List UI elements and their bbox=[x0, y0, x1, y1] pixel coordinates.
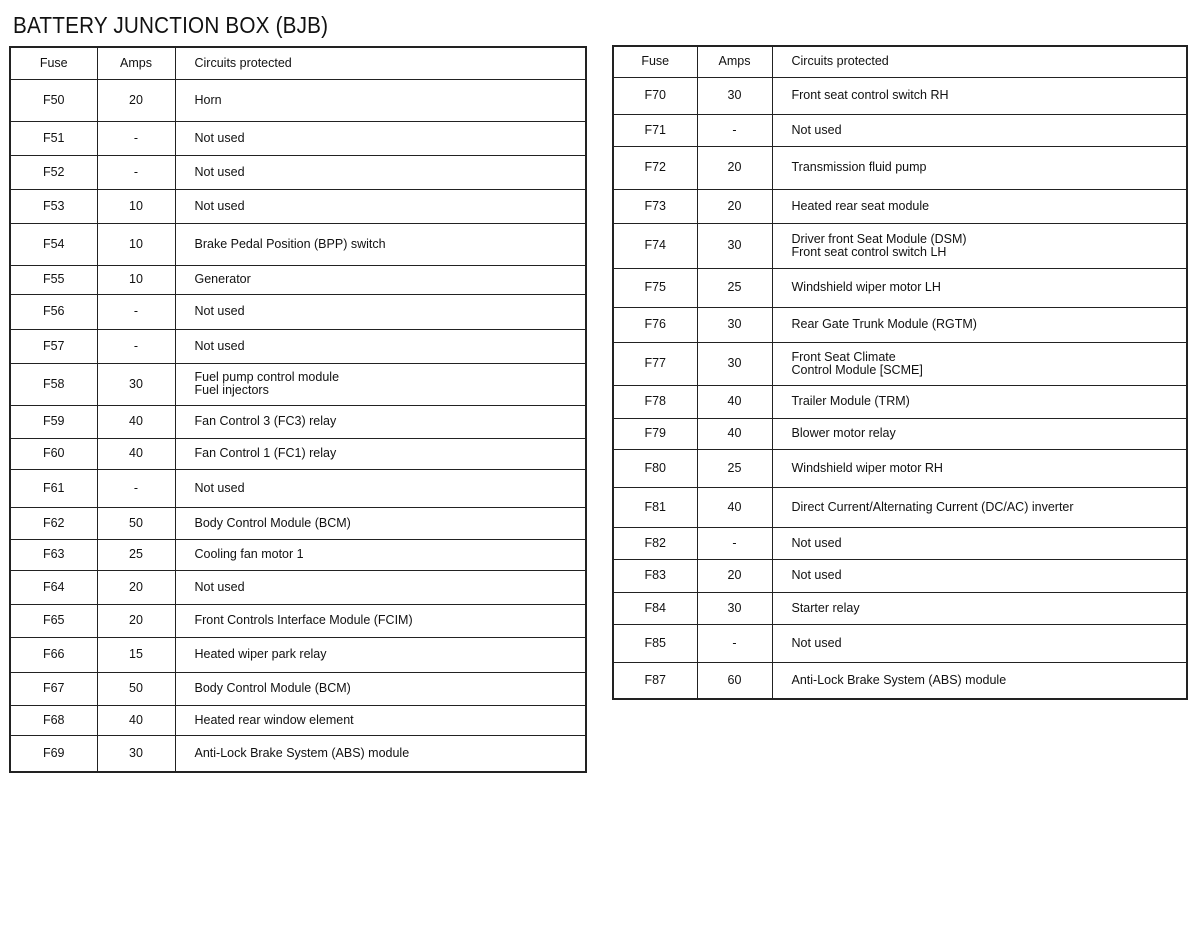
fuse-row-f54 bbox=[10, 223, 586, 265]
fuse-amps: 30 bbox=[697, 307, 772, 342]
fuse-row-f58 bbox=[10, 363, 586, 405]
fuse-row-f55 bbox=[10, 265, 586, 294]
fuse-id: F78 bbox=[613, 385, 697, 418]
fuse-amps: 20 bbox=[697, 189, 772, 223]
fuse-circuits bbox=[772, 77, 1187, 114]
circuit-line: Not used bbox=[791, 535, 842, 550]
circuit-line: Body Control Module (BCM) bbox=[194, 681, 351, 695]
fuse-row-f64 bbox=[10, 570, 586, 604]
fuse-row-f62 bbox=[10, 507, 586, 539]
header-row bbox=[613, 46, 1187, 77]
fuse-amps: 10 bbox=[97, 189, 175, 223]
circuit-line: Trailer Module (TRM) bbox=[791, 394, 910, 408]
circuit-line: Front Seat Climate bbox=[791, 349, 896, 364]
fuse-row-f79 bbox=[613, 418, 1187, 449]
header-fuse: Fuse bbox=[10, 47, 97, 79]
fuse-row-f69 bbox=[10, 735, 586, 772]
fuse-row-f78 bbox=[613, 385, 1187, 418]
fuse-circuits bbox=[175, 735, 586, 772]
fuse-table-right-body bbox=[613, 77, 1187, 699]
circuit-line: Fan Control 1 (FC1) relay bbox=[194, 446, 337, 460]
circuit-line: Front seat control switch RH bbox=[791, 88, 949, 102]
fuse-circuits bbox=[772, 449, 1187, 487]
fuse-amps: 25 bbox=[697, 449, 772, 487]
circuit-line: Not used bbox=[194, 480, 245, 495]
fuse-circuits bbox=[175, 507, 586, 539]
fuse-id: F72 bbox=[613, 146, 697, 189]
fuse-row-f81 bbox=[613, 487, 1187, 527]
circuit-line: Fan Control 3 (FC3) relay bbox=[194, 414, 337, 428]
fuse-circuits bbox=[772, 624, 1187, 662]
fuse-amps: 20 bbox=[97, 570, 175, 604]
fuse-amps: 30 bbox=[697, 77, 772, 114]
circuit-line: Anti-Lock Brake System (ABS) module bbox=[194, 745, 410, 760]
fuse-id: F67 bbox=[10, 672, 97, 705]
fuse-id: F63 bbox=[10, 539, 97, 570]
fuse-row-f75 bbox=[613, 268, 1187, 307]
circuit-line: Body Control Module (BCM) bbox=[194, 515, 351, 530]
fuse-amps: 25 bbox=[697, 268, 772, 307]
fuse-circuits bbox=[772, 559, 1187, 592]
fuse-amps: - bbox=[97, 155, 175, 189]
fuse-amps: - bbox=[97, 469, 175, 507]
fuse-amps: 10 bbox=[97, 223, 175, 265]
circuit-line: Direct Current/Alternating Current (DC/AC) inverter bbox=[791, 499, 1074, 514]
fuse-row-f67 bbox=[10, 672, 586, 705]
circuit-line: Windshield wiper motor LH bbox=[791, 280, 941, 294]
circuit-line: Rear Gate Trunk Module (RGTM) bbox=[791, 317, 977, 331]
fuse-id: F82 bbox=[613, 527, 697, 559]
fuse-circuits bbox=[175, 469, 586, 507]
fuse-circuits bbox=[175, 705, 586, 735]
fuse-id: F57 bbox=[10, 329, 97, 363]
fuse-circuits bbox=[175, 329, 586, 363]
circuit-line: Not used bbox=[791, 568, 842, 582]
fuse-amps: 25 bbox=[97, 539, 175, 570]
fuse-amps: - bbox=[697, 527, 772, 559]
circuit-line: Anti-Lock Brake System (ABS) module bbox=[791, 672, 1007, 687]
fuse-row-f80 bbox=[613, 449, 1187, 487]
fuse-amps: - bbox=[697, 114, 772, 146]
fuse-circuits bbox=[772, 592, 1187, 624]
fuse-id: F58 bbox=[10, 363, 97, 405]
page-title: BATTERY JUNCTION BOX (BJB) bbox=[13, 12, 329, 38]
fuse-amps: 10 bbox=[97, 265, 175, 294]
header-amps: Amps bbox=[97, 47, 175, 79]
fuse-row-f50 bbox=[10, 79, 586, 121]
fuse-circuits bbox=[772, 268, 1187, 307]
fuse-amps: 40 bbox=[97, 705, 175, 735]
fuse-row-f51 bbox=[10, 121, 586, 155]
circuit-line: Horn bbox=[194, 92, 222, 107]
circuit-line: Front seat control switch LH bbox=[791, 244, 947, 259]
fuse-id: F53 bbox=[10, 189, 97, 223]
fuse-circuits bbox=[175, 265, 586, 294]
circuit-line: Not used bbox=[791, 635, 842, 650]
fuse-circuits bbox=[175, 189, 586, 223]
fuse-id: F61 bbox=[10, 469, 97, 507]
fuse-row-f77 bbox=[613, 342, 1187, 385]
fuse-row-f74 bbox=[613, 223, 1187, 268]
fuse-id: F65 bbox=[10, 604, 97, 637]
header-fuse: Fuse bbox=[613, 46, 697, 77]
fuse-circuits bbox=[175, 121, 586, 155]
fuse-circuits bbox=[772, 307, 1187, 342]
circuit-line: Not used bbox=[194, 130, 245, 145]
fuse-id: F60 bbox=[10, 438, 97, 469]
fuse-id: F66 bbox=[10, 637, 97, 672]
fuse-amps: - bbox=[697, 624, 772, 662]
fuse-amps: 30 bbox=[97, 363, 175, 405]
fuse-circuits bbox=[175, 570, 586, 604]
circuit-line: Not used bbox=[194, 198, 245, 213]
header-circuits: Circuits protected bbox=[175, 47, 586, 79]
fuse-row-f82 bbox=[613, 527, 1187, 559]
fuse-id: F85 bbox=[613, 624, 697, 662]
circuit-line: Not used bbox=[194, 579, 245, 594]
fuse-id: F76 bbox=[613, 307, 697, 342]
fuse-circuits bbox=[772, 487, 1187, 527]
header-circuits: Circuits protected bbox=[772, 46, 1187, 77]
circuit-line: Front Controls Interface Module (FCIM) bbox=[194, 613, 413, 627]
fuse-circuits bbox=[175, 539, 586, 570]
fuse-row-f59 bbox=[10, 405, 586, 438]
circuit-line: Driver front Seat Module (DSM) bbox=[791, 231, 967, 246]
fuse-row-f52 bbox=[10, 155, 586, 189]
fuse-row-f56 bbox=[10, 294, 586, 329]
fuse-amps: 30 bbox=[97, 735, 175, 772]
fuse-amps: 40 bbox=[97, 438, 175, 469]
fuse-amps: 20 bbox=[697, 146, 772, 189]
fuse-row-f71 bbox=[613, 114, 1187, 146]
fuse-row-f63 bbox=[10, 539, 586, 570]
circuit-line: Heated rear seat module bbox=[791, 198, 930, 213]
fuse-row-f76 bbox=[613, 307, 1187, 342]
fuse-circuits bbox=[175, 637, 586, 672]
circuit-line: Heated wiper park relay bbox=[194, 647, 327, 661]
fuse-row-f73 bbox=[613, 189, 1187, 223]
fuse-amps: 60 bbox=[697, 662, 772, 699]
fuse-id: F59 bbox=[10, 405, 97, 438]
fuse-circuits bbox=[175, 294, 586, 329]
fuse-id: F87 bbox=[613, 662, 697, 699]
fuse-circuits bbox=[772, 342, 1187, 385]
circuit-line: Fuel injectors bbox=[194, 383, 269, 397]
fuse-id: F81 bbox=[613, 487, 697, 527]
fuse-amps: 30 bbox=[697, 592, 772, 624]
fuse-id: F70 bbox=[613, 77, 697, 114]
fuse-amps: 30 bbox=[697, 223, 772, 268]
fuse-circuits bbox=[772, 189, 1187, 223]
fuse-row-f53 bbox=[10, 189, 586, 223]
fuse-row-f57 bbox=[10, 329, 586, 363]
circuit-line: Generator bbox=[194, 272, 251, 286]
fuse-row-f66 bbox=[10, 637, 586, 672]
fuse-id: F75 bbox=[613, 268, 697, 307]
fuse-circuits bbox=[772, 527, 1187, 559]
fuse-id: F73 bbox=[613, 189, 697, 223]
fuse-circuits bbox=[175, 155, 586, 189]
fuse-id: F68 bbox=[10, 705, 97, 735]
fuse-amps: 40 bbox=[697, 385, 772, 418]
fuse-amps: 20 bbox=[97, 604, 175, 637]
fuse-row-f65 bbox=[10, 604, 586, 637]
fuse-circuits bbox=[772, 385, 1187, 418]
fuse-id: F54 bbox=[10, 223, 97, 265]
circuit-line: Cooling fan motor 1 bbox=[194, 547, 304, 561]
circuit-line: Fuel pump control module bbox=[194, 370, 340, 384]
circuit-line: Starter relay bbox=[791, 600, 860, 615]
fuse-table-left-body bbox=[10, 79, 586, 772]
header-row bbox=[10, 47, 586, 79]
circuit-line: Windshield wiper motor RH bbox=[791, 460, 943, 475]
fuse-amps: 20 bbox=[97, 79, 175, 121]
fuse-circuits bbox=[175, 672, 586, 705]
fuse-amps: 20 bbox=[697, 559, 772, 592]
fuse-circuits bbox=[772, 418, 1187, 449]
fuse-circuits bbox=[175, 405, 586, 438]
fuse-circuits bbox=[175, 223, 586, 265]
circuit-line: Blower motor relay bbox=[791, 426, 896, 440]
fuse-circuits bbox=[772, 114, 1187, 146]
fuse-amps: 40 bbox=[97, 405, 175, 438]
fuse-row-f70 bbox=[613, 77, 1187, 114]
fuse-circuits bbox=[175, 79, 586, 121]
fuse-id: F50 bbox=[10, 79, 97, 121]
fuse-amps: 50 bbox=[97, 507, 175, 539]
circuit-line: Transmission fluid pump bbox=[791, 160, 927, 174]
fuse-id: F64 bbox=[10, 570, 97, 604]
fuse-row-f87 bbox=[613, 662, 1187, 699]
fuse-circuits bbox=[175, 604, 586, 637]
fuse-circuits bbox=[772, 662, 1187, 699]
fuse-amps: 30 bbox=[697, 342, 772, 385]
fuse-amps: - bbox=[97, 329, 175, 363]
fuse-amps: - bbox=[97, 121, 175, 155]
fuse-table-right bbox=[612, 45, 1188, 700]
fuse-id: F71 bbox=[613, 114, 697, 146]
fuse-row-f68 bbox=[10, 705, 586, 735]
header-amps: Amps bbox=[697, 46, 772, 77]
fuse-row-f72 bbox=[613, 146, 1187, 189]
fuse-circuits bbox=[175, 363, 586, 405]
fuse-id: F84 bbox=[613, 592, 697, 624]
fuse-id: F51 bbox=[10, 121, 97, 155]
circuit-line: Brake Pedal Position (BPP) switch bbox=[194, 236, 386, 251]
fuse-amps: 15 bbox=[97, 637, 175, 672]
fuse-amps: 40 bbox=[697, 487, 772, 527]
fuse-id: F83 bbox=[613, 559, 697, 592]
fuse-id: F55 bbox=[10, 265, 97, 294]
fuse-amps: - bbox=[97, 294, 175, 329]
fuse-id: F80 bbox=[613, 449, 697, 487]
fuse-row-f84 bbox=[613, 592, 1187, 624]
fuse-circuits bbox=[772, 146, 1187, 189]
fuse-id: F62 bbox=[10, 507, 97, 539]
circuit-line: Heated rear window element bbox=[194, 712, 354, 727]
fuse-row-f61 bbox=[10, 469, 586, 507]
circuit-line: Control Module [SCME] bbox=[791, 362, 923, 377]
fuse-row-f60 bbox=[10, 438, 586, 469]
fuse-id: F79 bbox=[613, 418, 697, 449]
fuse-id: F69 bbox=[10, 735, 97, 772]
fuse-table-left bbox=[9, 46, 587, 773]
fuse-amps: 40 bbox=[697, 418, 772, 449]
fuse-id: F77 bbox=[613, 342, 697, 385]
circuit-line: Not used bbox=[194, 164, 245, 179]
fuse-amps: 50 bbox=[97, 672, 175, 705]
fuse-id: F56 bbox=[10, 294, 97, 329]
fuse-circuits bbox=[772, 223, 1187, 268]
circuit-line: Not used bbox=[194, 338, 245, 353]
fuse-row-f83 bbox=[613, 559, 1187, 592]
fuse-id: F74 bbox=[613, 223, 697, 268]
circuit-line: Not used bbox=[791, 122, 842, 137]
fuse-circuits bbox=[175, 438, 586, 469]
fuse-id: F52 bbox=[10, 155, 97, 189]
fuse-row-f85 bbox=[613, 624, 1187, 662]
circuit-line: Not used bbox=[194, 304, 245, 318]
